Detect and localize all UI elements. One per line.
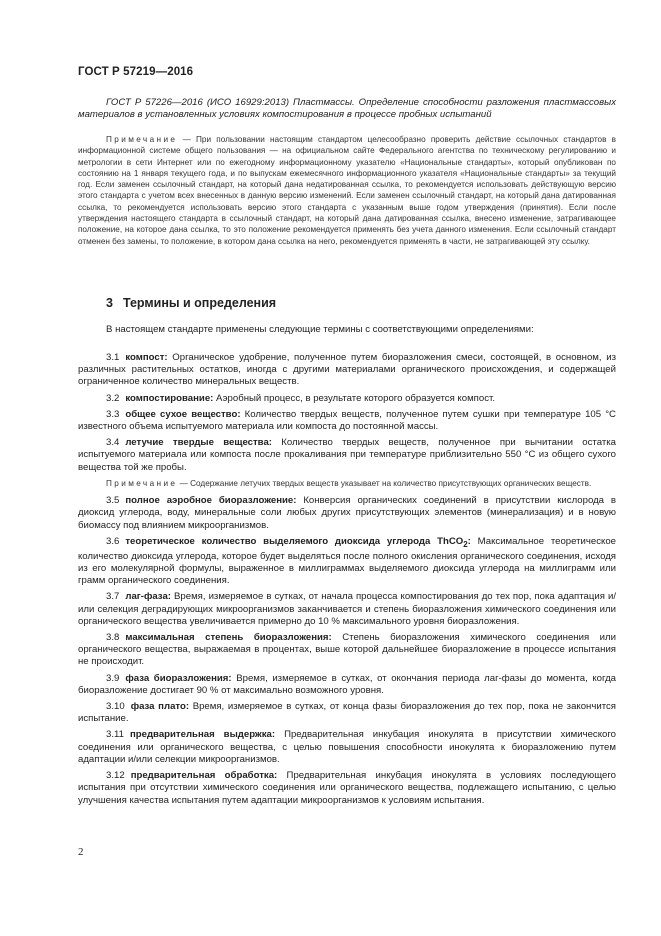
page-number: 2 [78, 846, 84, 858]
definition-text: Количество твердых веществ, полученное путем сушки при температуре 105 °С известного объема испытуемого материала или компоста до постоянной массы. [78, 408, 616, 433]
definitions-list [78, 352, 616, 811]
definition-text: Максимальное теоретическое количество диоксида углерода, которое будет выделяться после полного окисления органического соединения, исходя из его молекулярной формулы, выраженное в миллиграммах выделяемого диоксида углерода на миллиграмм или грамм органического соединения. [78, 535, 616, 587]
definition-text: Количество твердых веществ, полученное при вычитании остатка испытуемого материала или компоста после прокаливания при температуре приблизительно 550 °С из общего сухого вещества той же пробы. [78, 437, 616, 473]
definition-term: фаза биоразложения: [125, 672, 232, 684]
definition-3-8 [78, 632, 616, 669]
note-text: — При пользовании настоящим стандартом целесообразно проверить действие ссылочных стандартов в информационной системе общего пользования — на официальном сайте Федерального агентства по техническому регулированию и метрологии в сети Интернет или по ежегодному информационному указателю «Национальные стандарты», который опубликован по состоянию на 1 января текущего года, и по выпускам ежемесячного информационного указателя «Национальные стандарты» за текущий год. Если заменен ссылочный стандарт, на который дана недатированная ссылка, то рекомендуется использовать действующую версию этого стандарта с учетом всех внесенных в данную версию изменений. Если заменен ссылочный стандарт, на который дана датированная ссылка, то рекомендуется использовать версию этого стандарта с указанным выше годом утверждения (принятия). Если после утверждения настоящего стандарта в ссылочный стандарт, на который дана датированная ссылка, внесено изменение, затрагивающее положение, на которое дана ссылка, то это положение рекомендуется применять без учета данного изменения. Если ссылочный стандарт отменен без замены, то положение, в котором дана ссылка на него, рекомендуется применять в части, не затрагивающей эту ссылку. [78, 135, 616, 246]
definition-text: Степень биоразложения химического соединения или органического вещества, выражаемая в процентах, выше которой дальнейшее биоразложение в процессе испытания не происходит. [78, 632, 616, 668]
definition-number: 3.8 [106, 632, 120, 644]
definition-term: лаг-фаза: [125, 591, 171, 603]
definition-3-7 [78, 591, 616, 628]
definition-term: предварительная выдержка: [129, 729, 276, 741]
definition-number: 3.3 [106, 408, 120, 420]
section-number: 3 [106, 296, 113, 310]
definition-term: предварительная обработка: [130, 770, 278, 782]
definition-number: 3.11 [106, 729, 124, 741]
section-title [106, 296, 276, 310]
definition-term: общее сухое вещество: [125, 408, 241, 420]
definition-term: компостирование: [125, 392, 214, 404]
section-heading: Термины и определения [122, 296, 277, 310]
term-text: теоретическое количество выделяемого диоксида углерода ThCO [125, 535, 464, 547]
definition-term: фаза плато: [130, 701, 190, 713]
definition-text: Предварительная инкубация инокулята в присутствии химического соединения или органического вещества, с целью повышения способности инокулята к биоразложению путем адаптации и/или селекции микроорганизмов. [78, 729, 616, 765]
definition-number: 3.9 [106, 672, 120, 684]
definition-3-1 [78, 352, 616, 389]
definition-term: компост: [125, 352, 168, 363]
note-label: Примечание [106, 135, 178, 144]
term-colon: : [467, 535, 471, 547]
definition-term [125, 536, 471, 547]
definition-number: 3.6 [106, 535, 120, 547]
definition-3-3 [78, 409, 616, 433]
definition-3-6 [78, 536, 616, 588]
definition-3-10 [78, 701, 616, 725]
definition-text: Время, измеряемое в сутках, от конца фазы биоразложения до тех пор, пока не закончится испытание. [78, 701, 616, 725]
definition-text: Время, измеряемое в сутках, от окончания периода лаг-фазы до момента, когда биоразложение достигает 90 % от максимально возможного уровня. [78, 672, 617, 696]
definition-text: Аэробный процесс, в результате которого образуется компост. [213, 392, 495, 404]
definition-number: 3.2 [106, 392, 120, 404]
definition-3-9 [78, 673, 616, 697]
definition-3-2 [78, 393, 616, 405]
definition-text: Конверсия органических соединений в присутствии кислорода в диоксид углерода, воду, минеральные соли любых других присутствующих элементов (минерализация) и в новую биомассу под влиянием микроорганизмов. [78, 495, 616, 531]
reference-note [78, 134, 616, 247]
definition-text: Предварительная инкубация инокулята в условиях последующего испытания при отсутствии химического соединения или органического вещества, подлежащего испытанию, с целью улучшения качества испытания путем адаптации микроорганизмов к условиям испытания. [78, 770, 616, 806]
definition-text: Органическое удобрение, полученное путем биоразложения смеси, состоящей, в основном, из различных растительных остатков, иногда с другими материалами органического происхождения, и содержащей ограниченное количество минеральных веществ. [78, 352, 616, 388]
standard-header: ГОСТ Р 57219—2016 [78, 66, 194, 78]
note-label: Примечание [106, 478, 178, 488]
definition-3-5 [78, 495, 616, 532]
definition-term: максимальная степень биоразложения: [125, 632, 332, 644]
definition-number: 3.1 [106, 352, 120, 363]
definition-number: 3.4 [106, 437, 120, 449]
definition-number: 3.12 [106, 770, 125, 782]
definition-3-4 [78, 437, 616, 474]
note-text: — Содержание летучих твердых веществ указывает на количество присутствующих органических веществ. [177, 478, 592, 488]
definition-number: 3.10 [106, 701, 125, 713]
section-intro: В настоящем стандарте применены следующие термины с соответствующими определениями: [106, 324, 534, 335]
normative-reference: ГОСТ Р 57226—2016 (ИСО 16929:2013) Пластмассы. Определение способности разложения пластмассовых материалов в установленных условиях компостирования в процессе пробных испытаний [78, 97, 616, 121]
definition-number: 3.5 [106, 495, 120, 507]
definition-term: летучие твердые вещества: [125, 437, 272, 449]
subscript: 2 [463, 539, 468, 549]
definition-3-12 [78, 770, 616, 807]
definition-3-11 [78, 729, 616, 766]
definition-note [78, 478, 616, 489]
definition-term: полное аэробное биоразложение: [125, 495, 297, 507]
definition-number: 3.7 [106, 591, 120, 603]
definition-text: Время, измеряемое в сутках, от начала процесса компостирования до тех пор, пока адаптация и/или селекция деградирующих микроорганизмов заканчивается и степень биоразложения химического соединения или органического вещества увеличивается примерно до 10 % максимального уровня биоразложения. [78, 591, 616, 627]
